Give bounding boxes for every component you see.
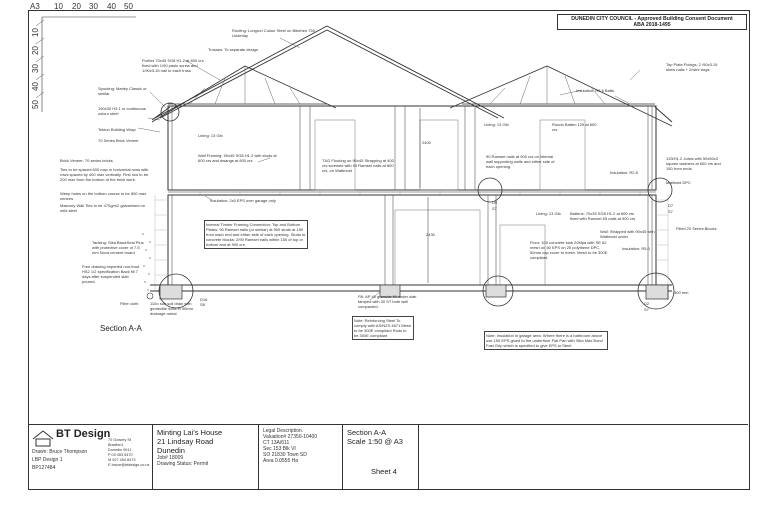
purlins-note: Purlins 70x45 SG8 H1.2 at 800 crs fixed with 1/90 paslo screw and 1/90x3.15 nail to each truss [142,58,204,73]
dimension-upper: 2400 [422,140,431,145]
approval-line: DUNEDIN CITY COUNCIL - Approved Building Consent Document [571,16,733,22]
rondo-note: Rondo Batten 129 at 600 crs [552,122,597,132]
address-line: E bruce@btdesign.co.nz [108,463,150,467]
lining-lower-note: Lining: 13 Gib [536,211,561,216]
wall-strapped-note: Wall: Strapped with 90x45 with Wattmoid under [600,229,655,239]
veneer-note: 70 Series Brick Veneer [98,138,139,143]
sheet-scale: Scale 1:50 @ A3 [347,437,403,446]
address-line: Dunedin 9011 [108,448,132,452]
wall-framing-note: Wall Framing: 90x45 SG8 H1.2 with studs at 600 crs and dwangs at 800 crs [198,153,277,163]
detail-ref: D9 [492,200,498,205]
sheet-size-label: A3 [30,2,40,11]
top-plate-fixings-note: Top Plate Fixings: 2 /90x3.15 skew nails + 2/wire dogs [666,62,718,72]
trusses-note: Trusses: To separate design [208,47,259,52]
tg-flooring-note: T&G Flooring on 90x45 Strapping at 400 crs screwed with 90 Ramset nails at 800 crs, on Wattmoid [322,158,394,173]
scale-mark: 30 [89,2,98,11]
sheet-section: Section A-A [347,428,387,437]
dimension-lower: 2430 [426,232,435,237]
company-address [108,438,149,468]
project-street: 21 Lindsay Road [157,437,214,446]
site-area: Area 0.0555 Ha [263,458,299,464]
detail-ref: S7 [492,206,497,211]
side-scale-mark: 20 [30,46,40,55]
garage-insulation-note: Note: Insulation in garage area. Where there is a bathroom above use 150 EPS glued to the underfloor Flat Pan with Sika Max Bond Fast Grip which is specified to give EPS to Steel [484,331,608,350]
side-scale-mark: 10 [30,28,40,37]
scale-mark: 10 [54,2,63,11]
spouting-note: Spouting: Marley Classic or similar [98,86,147,96]
project-city: Dunedin [157,446,185,455]
dpc-note: Matthold DPC [666,180,691,185]
tanking-note: Tanking: Sika BlackSeal Plus with protective cover of 7.5 mm Nova cement board [92,240,144,255]
project-name: Minting Lai's House [157,428,223,437]
scale-mark: 20 [72,2,81,11]
barge-note: 190x30 H3.1 or continuous colour steel [98,106,146,116]
section-block: Sec 153 Blk VI [263,446,296,452]
filter-cloth-note: Filter cloth [120,301,139,306]
side-scale-mark: 30 [30,64,40,73]
drawn-by: Drawn: Bruce Thompson [32,449,88,455]
nail-plates-note: 90 Ramset nails at 900 crs on internal wall supporting walls and either side of each opening. [486,154,555,169]
tekton-note: Tekton Building Wrap [98,127,136,132]
insulation-wall-note: Insulation: R5.0 [622,246,650,251]
job-number: Job# 18009 [157,455,184,461]
detail-ref: D16 [200,297,208,302]
legal-title: Legal Description. [263,428,304,434]
bp-number: BP127484 [32,465,56,471]
detail-ref: D2 [644,301,650,306]
detail-ref: D7 [668,203,674,208]
internal-framing-note: Internal Timber Framing Connection: Top and Bottom Plates: 90 Ramset nails (or similar) at 900 studs at 150 from each end and either side of each opening. Studs to concrete blocks: 2/90 Ramset nails within 150 of top or bottom and at 900 crs [204,220,308,249]
backfill-note: Free draining imported non-frost HS2 1/2 specification Back fill 7 days after suspended slab poured. [82,264,140,284]
address-line: M 027 454 8473 [108,458,136,462]
insulation-garage-note: Insulation: 2x0 EPS over garage only [210,198,276,203]
approval-number: ABA 2018-1495 [633,22,671,28]
company-name: BT Design [56,428,111,440]
subsoil-drain-note: 110o sub soil drain with geotextile sock in 30mm drainage metal [150,301,193,316]
section-label: Section A-A [100,324,142,333]
ties-note: Ties to be spaced 600 max in horizontal rows with rows spaced by 400 max vertically. First row to be 200 max from the bottom of the brick work. [60,167,149,182]
brick-veneer-note: Brick Veneer: 70 series bricks [60,158,113,163]
valuation: Valuation# 27350-10400 [263,434,318,440]
company-cell [28,425,152,489]
side-scale-mark: 50 [30,100,40,109]
lining-left-note: Lining: 13 Gib [198,133,223,138]
detail-ref: S7 [668,209,673,214]
project-cell [152,425,258,489]
fill-note: Fill: AP 40 granular fill under slab tamped with 30 ST both well compacted. [358,294,417,309]
roofing-note: Roofing: Longrun Colour Steel on Bituthen 750 Underlay [232,28,315,38]
scale-mark: 50 [124,2,133,11]
sheet-cell [342,425,418,489]
legal-cell [258,425,342,489]
detail-ref: S8 [200,302,205,307]
masonry-ties-note: Masonry Wall Ties to be 470g/m2 galvanised on mild steel [60,203,146,213]
dimension-footing: 300 mm [674,290,689,295]
sheet-number: Sheet 4 [371,467,397,476]
detail-ref: S7 [644,307,649,312]
house-logo-icon [32,429,54,447]
joists-note: 133/H1.2 Joists with 50x50x3 square washers at 600 crs and 150 from ends. [666,156,721,171]
side-scale-mark: 40 [30,82,40,91]
weep-holes-note: Weep holes on the bottom course to be 800 max centres [60,191,147,201]
battens-note: Battens: 70x35 SG8 H1.2 at 600 crs fixed with Ramset 65 nails at 900 crs [570,211,636,221]
lining-right-note: Lining: 13 Gib [484,122,509,127]
insulation-floor-note: Insulation: R2.8 [610,170,638,175]
address-line: 70 Gowrey St [108,438,132,442]
ct-number: CT 13A/611 [263,440,290,446]
address-line: Bradford, [108,443,124,447]
lbp-design: LBP Design 1 [32,457,63,463]
blank-cell [418,425,748,489]
drawing-status: Drawing Status: Permit [157,461,209,467]
insulation-roof-note: Insulation: R3.6 Batts [576,88,615,93]
scale-mark: 40 [107,2,116,11]
filled-blocks-note: Filled 20 Series Blocks [676,226,717,231]
floor-slab-note: Floor: 100 concrete slab 20Mpa with SE 62 mesh on 50 EPS on 25 polythene DPC. 50mm cap cover to mesh. Mesh to be 300E compliant. [530,240,608,260]
title-block [28,424,748,489]
address-line: P 03 453 5470 [108,453,133,457]
reinforcing-note: Note: Reinforcing Steel To comply with AS/NZS 4671 Mesh to be 300E compliant Rods to be 300E compliant [352,316,414,340]
survey-office: SO 21830 Town SD [263,452,307,458]
